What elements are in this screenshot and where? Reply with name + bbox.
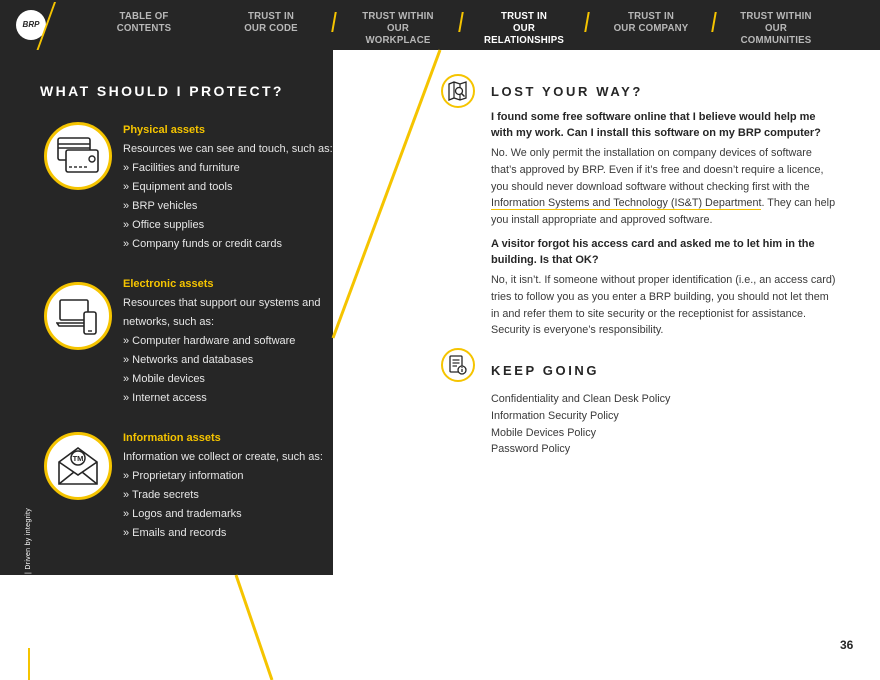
answer-2: No, it isn’t. If someone without proper identification (i.e., an access card) tries to follow you as you enter a BRP building, you should not let them in and refer them to site security or the receptionist for assistance. Security is everyone’s responsibility.: [491, 274, 836, 337]
keep-going-title: KEEP GOING: [491, 363, 600, 378]
nav-label-line2: CONTENTS: [116, 22, 172, 34]
list-item: » Office supplies: [123, 219, 205, 231]
nav-label-line2: OUR COMMUNITIES: [740, 22, 812, 46]
information-assets-heading: Information assets: [123, 432, 221, 444]
list-item: » Networks and databases: [123, 354, 254, 366]
trademark-envelope-icon: [56, 444, 100, 488]
electronic-assets-heading: Electronic assets: [123, 278, 214, 290]
nav-label-line2: OUR CODE: [244, 22, 298, 34]
information-assets-icon-circle: [44, 432, 112, 500]
nav-label-line1: TRUST IN: [247, 10, 294, 22]
list-item: » Equipment and tools: [123, 181, 233, 193]
code-of-ethics-label: CODE OF ETHICS: [25, 576, 32, 640]
tagline: | Driven by integrity: [25, 507, 32, 577]
list-item: » Trade secrets: [123, 489, 199, 501]
answer-1-text-end: . They can help you install appropriate and approved software.: [491, 197, 836, 227]
lost-your-way-title: LOST YOUR WAY?: [491, 84, 643, 99]
list-item: » Company funds or credit cards: [123, 238, 282, 250]
asset-intro: Resources that support our systems and networks, such as:: [123, 297, 321, 328]
policy-link[interactable]: Information Security Policy: [491, 409, 619, 422]
ist-department-link[interactable]: Information Systems and Technology (IS&T) Department: [491, 197, 762, 210]
physical-assets-list: [123, 140, 333, 254]
question-1: I found some free software online that I believe would help me with my work. Can I install this software on my BRP computer?: [491, 111, 821, 139]
nav-label-line1: TRUST IN: [627, 10, 674, 22]
nav-label-line2: OUR WORKPLACE: [365, 22, 431, 46]
asset-intro: Information we collect or create, such as:: [123, 451, 323, 463]
nav-label-line1: TABLE OF: [119, 10, 169, 22]
document-info-icon: [448, 355, 468, 375]
information-assets-list: [123, 448, 333, 543]
list-item: » Proprietary information: [123, 470, 244, 482]
map-search-icon: [448, 81, 468, 101]
list-item: » Mobile devices: [123, 373, 205, 385]
laptop-phone-icon: [56, 294, 100, 338]
protect-title: WHAT SHOULD I PROTECT?: [40, 83, 284, 99]
list-item: » Computer hardware and software: [123, 335, 296, 347]
keep-going-icon-circle: [441, 348, 475, 382]
nav-label-line1: TRUST IN: [500, 10, 547, 22]
list-item: » Internet access: [123, 392, 207, 404]
policy-list: [491, 391, 670, 458]
nav-label-line1: TRUST WITHIN: [362, 10, 434, 22]
list-item: » BRP vehicles: [123, 200, 198, 212]
svg-text:TM: TM: [72, 454, 84, 463]
electronic-assets-list: [123, 294, 333, 408]
physical-assets-icon-circle: [44, 122, 112, 190]
asset-intro: Resources we can see and touch, such as:: [123, 143, 333, 155]
answer-1: [491, 145, 836, 229]
credit-card-icon: [56, 134, 100, 178]
vertical-footer-text: [25, 508, 32, 640]
nav-label-line2: OUR RELATIONSHIPS: [483, 22, 565, 46]
electronic-assets-icon-circle: [44, 282, 112, 350]
nav-label-line2: OUR COMPANY: [613, 22, 689, 34]
list-item: » Logos and trademarks: [123, 508, 242, 520]
list-item: » Facilities and furniture: [123, 162, 240, 174]
footer-accent-line: [28, 648, 30, 680]
list-item: » Emails and records: [123, 527, 227, 539]
policy-link[interactable]: Password Policy: [491, 443, 571, 456]
answer-1-text: No. We only permit the installation on company devices of software that’s approved by BRP. Even if it’s free and doesn’t require a licence, you should never download software without checking first with the: [491, 147, 824, 193]
physical-assets-heading: Physical assets: [123, 124, 205, 136]
lost-icon-circle: [441, 74, 475, 108]
policy-link[interactable]: Confidentiality and Clean Desk Policy: [491, 393, 671, 405]
page-number: 36: [840, 638, 854, 652]
nav-label-line1: TRUST WITHIN: [740, 10, 812, 22]
question-2: A visitor forgot his access card and asked me to let him in the building. Is that OK?: [491, 238, 815, 266]
policy-link[interactable]: Mobile Devices Policy: [491, 426, 597, 439]
brp-logo-text: BRP: [22, 20, 40, 29]
